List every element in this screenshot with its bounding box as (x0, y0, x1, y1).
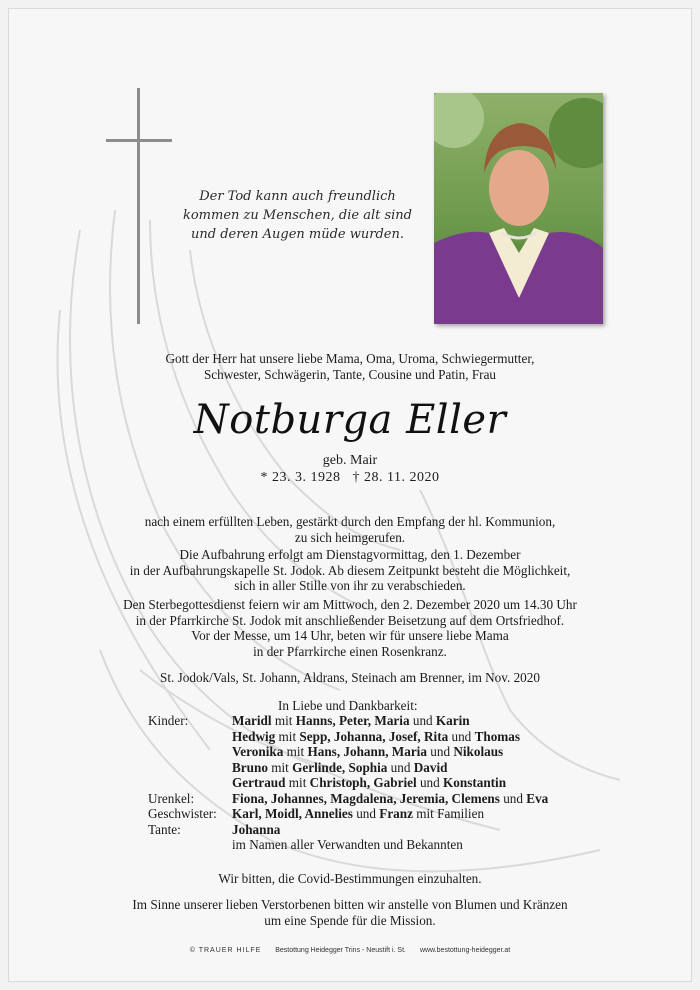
donation-line: Im Sinne unserer lieben Verstorbenen bitten wir anstelle von Blumen und Kränzen (132, 897, 568, 912)
family-name: Fiona, Johannes, Magdalena, Jeremia, Clemens (232, 790, 500, 806)
family-connector: und (409, 713, 436, 728)
family-row-label (148, 760, 232, 776)
intro-line: Schwester, Schwägerin, Tante, Cousine und Patin, Frau (203, 366, 497, 382)
family-name: Karin (435, 713, 470, 728)
family-row-names (232, 837, 608, 853)
family-connector: und (416, 775, 444, 790)
family-row-names (232, 713, 608, 729)
family-row (148, 822, 608, 838)
gratitude-heading: In Liebe und Dankbarkeit: (278, 698, 418, 713)
deceased-name: Notburga Eller (193, 397, 507, 443)
family-connector: im Namen aller Verwandten und Bekannten (232, 837, 463, 852)
paragraph-gottesdienst (0, 597, 700, 659)
paragraph-line: in der Pfarrkirche St. Jodok mit anschließender Beisetzung auf dem Ortsfriedhof. (135, 612, 565, 628)
paragraph-line: Vor der Messe, um 14 Uhr, beten wir für unsere liebe Mama (191, 628, 509, 643)
family-connector: und (387, 759, 414, 775)
paragraph-line: nach einem erfüllten Leben, gestärkt durch den Empfang der hl. Kommunion, (144, 514, 556, 529)
family-name: Thomas (474, 728, 520, 744)
poem-line: und deren Augen müde wurden. (191, 227, 404, 242)
family-name: David (413, 759, 448, 775)
family-name: Hans, Johann, Maria (307, 744, 427, 759)
family-name: Nikolaus (453, 744, 504, 759)
family-row (148, 713, 608, 729)
life-dates: * 23. 3. 1928 † 28. 11. 2020 (260, 470, 440, 485)
family-name: Gertraud (232, 775, 286, 790)
paragraph-aufbahrung (0, 547, 700, 594)
family-row (148, 806, 608, 822)
footer-url[interactable]: www.bestottung-heidegger.at (419, 947, 511, 954)
birth-name: geb. Mair (322, 453, 378, 468)
family-connector: mit (285, 775, 310, 790)
family-row-label: Urenkel: (148, 790, 195, 806)
footer (0, 947, 700, 954)
family-row-names (232, 760, 608, 776)
paragraph-line: in der Pfarrkirche einen Rosenkranz. (253, 643, 447, 659)
family-row-names (232, 729, 608, 745)
family-name: Christoph, Gabriel (309, 775, 417, 790)
donation-line: um eine Spende für die Mission. (264, 912, 436, 928)
intro-line: Gott der Herr hat unsere liebe Mama, Oma, Uroma, Schwiegermutter, (165, 351, 535, 366)
family-name: Hanns, Peter, Maria (295, 713, 410, 728)
family-row (148, 744, 608, 760)
family-row-label (148, 775, 232, 791)
cross-icon (137, 88, 140, 324)
family-connector: und (448, 728, 475, 744)
portrait-photo (434, 93, 603, 324)
family-name: Franz (379, 806, 413, 821)
family-row (148, 775, 608, 791)
family-name: Karl, Moidl, Annelies (232, 806, 353, 821)
cross-icon-bar (106, 139, 172, 142)
family-name: Sepp, Johanna, Josef, Rita (299, 728, 449, 744)
paragraph-line: Die Aufbahrung erfolgt am Dienstagvormittag, den 1. Dezember (179, 547, 521, 562)
family-row-names (232, 744, 608, 760)
family-row-names (232, 775, 608, 791)
family-row-label (148, 744, 232, 760)
family-row-label: Geschwister: (148, 806, 217, 821)
donation-notice (0, 897, 700, 928)
family-row (148, 837, 608, 853)
family-name: Maridl (232, 713, 272, 728)
footer-logo: © TRAUER HILFE (189, 947, 262, 954)
paragraph-line: zu sich heimgerufen. (294, 529, 406, 545)
footer-company: Bestottung Heidegger Trins - Neustift i. St. (275, 947, 406, 954)
intro-text (0, 351, 700, 382)
family-row-label: Tante: (148, 821, 181, 837)
family-row (148, 791, 608, 807)
family-row-label: Kinder: (148, 713, 189, 728)
family-name: Johanna (232, 821, 281, 837)
family-name: Bruno (232, 759, 268, 775)
family-connector: und (352, 806, 380, 821)
family-row-names (232, 806, 608, 822)
family-connector: mit (267, 759, 293, 775)
family-row-label (148, 837, 232, 853)
paragraph-line: sich in aller Stille von ihr zu verabschieden. (234, 578, 466, 593)
family-name: Gerlinde, Sophia (292, 759, 388, 775)
paragraph-heimgerufen (0, 514, 700, 545)
covid-notice: Wir bitten, die Covid-Bestimmungen einzuhalten. (218, 871, 482, 886)
family-name: Hedwig (232, 728, 276, 744)
family-name: Eva (526, 790, 549, 806)
family-row-label (148, 729, 232, 745)
poem (170, 187, 425, 244)
family-connector: und (499, 790, 527, 806)
family-connector: mit (275, 728, 300, 744)
family-connector: mit (283, 744, 308, 759)
family-name: Veronika (232, 744, 284, 759)
paragraph-line: in der Aufbahrungskapelle St. Jodok. Ab diesem Zeitpunkt besteht die Möglichkeit, (129, 562, 571, 578)
family-connector: mit (271, 713, 296, 728)
family-connector: mit Familien (412, 806, 485, 821)
poem-line: Der Tod kann auch freundlich (199, 189, 396, 204)
paragraph-line: Den Sterbegottesdienst feiern wir am Mittwoch, den 2. Dezember 2020 um 14.30 Uhr (123, 597, 577, 612)
family-row-names (232, 791, 608, 807)
place-date-line: St. Jodok/Vals, St. Johann, Aldrans, Steinach am Brenner, im Nov. 2020 (160, 670, 540, 685)
family-row (148, 729, 608, 745)
family-row-names (232, 822, 608, 838)
family-list (148, 713, 608, 853)
family-connector: und (426, 744, 454, 759)
family-row (148, 760, 608, 776)
poem-line: kommen zu Menschen, die alt sind (182, 208, 413, 223)
family-name: Konstantin (443, 775, 507, 790)
